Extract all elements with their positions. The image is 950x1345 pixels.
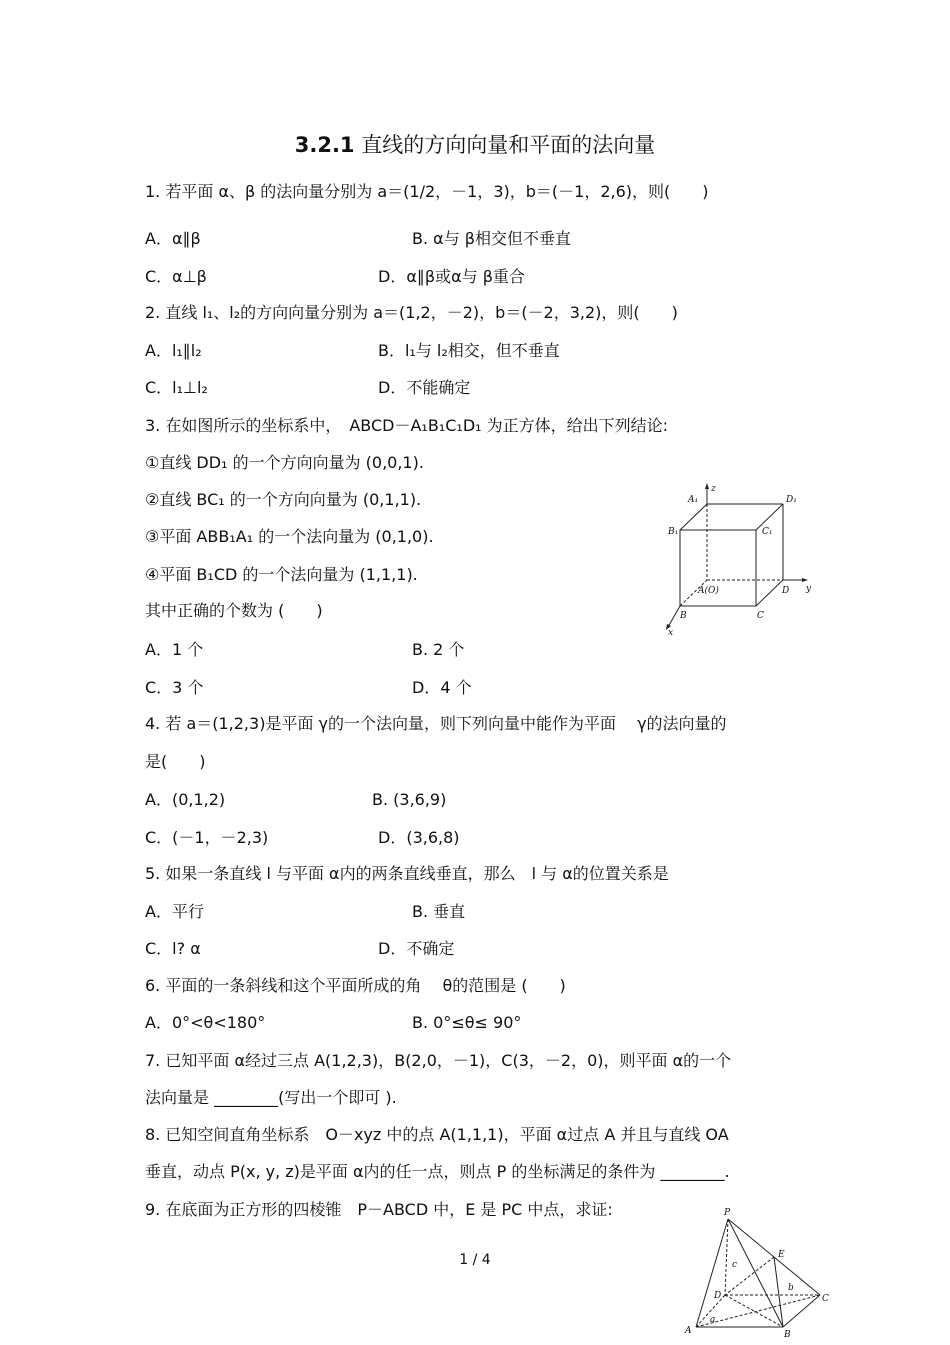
q8-stem-cont: 垂直，动点 P(x, y, z)是平面 α内的任一点，则点 P 的坐标满足的条件为 ________. (145, 1162, 730, 1181)
q3-option-a: A．1 个 (145, 640, 204, 659)
label-p: P (724, 1208, 731, 1218)
q5-option-b: B. 垂直 (412, 902, 466, 921)
label-b: B (680, 611, 687, 621)
label-d1: D₁ (786, 495, 797, 505)
label-ao: A(O) (698, 586, 719, 596)
page-number: 1 / 4 (459, 1252, 491, 1268)
q2-option-a: A．l₁∥l₂ (145, 341, 202, 360)
label-c-small: c (732, 1260, 738, 1270)
q2-option-b: B．l₁与 l₂相交，但不垂直 (378, 341, 560, 360)
q3-prompt: 其中正确的个数为 ( ) (145, 601, 323, 620)
q6-option-b: B. 0°≤θ≤ 90° (412, 1013, 522, 1032)
q4-stem: 4. 若 a＝(1,2,3)是平面 γ的一个法向量，则下列向量中能作为平面 γ的法向量的 (145, 714, 727, 733)
q9-stem: 9. 在底面为正方形的四棱锥 P－ABCD 中，E 是 PC 中点，求证: (145, 1200, 613, 1219)
q3-statement-4: ④平面 B₁CD 的一个法向量为 (1,1,1). (145, 565, 418, 584)
q4-option-c: C．(－1，－2,3) (145, 828, 269, 847)
q1-option-d: D．α∥β或α与 β重合 (378, 267, 525, 286)
label-d: D (782, 586, 790, 596)
q3-statement-1: ①直线 DD₁ 的一个方向向量为 (0,0,1). (145, 453, 424, 472)
q2-option-c: C．l₁⊥l₂ (145, 378, 208, 397)
q2-option-d: D．不能确定 (378, 378, 471, 397)
cube-figure (660, 480, 820, 640)
q2-stem: 2. 直线 l₁、l₂的方向向量分别为 a＝(1,2，－2)，b＝(－2，3,2)，则( ) (145, 303, 678, 322)
q3-stem: 3. 在如图所示的坐标系中， ABCD－A₁B₁C₁D₁ 为正方体，给出下列结论: (145, 416, 669, 435)
q4-option-b: B. (3,6,9) (372, 790, 447, 809)
title-text: 直线的方向向量和平面的法向量 (354, 133, 656, 157)
q8-stem: 8. 已知空间直角坐标系 O－xyz 中的点 A(1,1,1)，平面 α过点 A 并且与直线 OA (145, 1125, 729, 1144)
q5-option-a: A．平行 (145, 902, 204, 921)
q1-option-c: C．α⊥β (145, 267, 207, 286)
q6-option-a: A．0°<θ<180° (145, 1013, 266, 1032)
label-c: C (822, 1294, 829, 1304)
label-x: x (668, 628, 674, 638)
label-a: A (685, 1326, 692, 1336)
q3-statement-3: ③平面 ABB₁A₁ 的一个法向量为 (0,1,0). (145, 527, 434, 546)
section-number: 3.2.1 (294, 133, 355, 157)
label-a1: A₁ (688, 495, 699, 505)
label-d: D (714, 1291, 722, 1301)
label-y: y (806, 584, 812, 594)
label-c1: C₁ (762, 527, 773, 537)
label-c: C (757, 611, 764, 621)
label-b1: B₁ (668, 527, 679, 537)
q4-stem-cont: 是( ) (145, 752, 206, 771)
q7-stem-cont: 法向量是 ________(写出一个即可 ). (145, 1088, 397, 1107)
q5-stem: 5. 如果一条直线 l 与平面 α内的两条直线垂直，那么 l 与 α的位置关系是 (145, 864, 669, 883)
q3-option-b: B. 2 个 (412, 640, 465, 659)
q3-statement-2: ②直线 BC₁ 的一个方向向量为 (0,1,1). (145, 490, 422, 509)
q1-stem: 1. 若平面 α、β 的法向量分别为 a＝(1/2，－1，3)，b＝(－1，2,6)，则( ) (145, 182, 709, 201)
q6-stem: 6. 平面的一条斜线和这个平面所成的角 θ的范围是 ( ) (145, 976, 566, 995)
q3-option-c: C．3 个 (145, 678, 204, 697)
q4-option-a: A．(0,1,2) (145, 790, 226, 809)
pyramid-figure (680, 1205, 840, 1345)
label-b: B (784, 1330, 791, 1340)
label-e: E (778, 1250, 785, 1260)
label-b-small: b (788, 1283, 794, 1293)
q7-stem: 7. 已知平面 α经过三点 A(1,2,3)，B(2,0，－1)，C(3，－2，0)，则平面 α的一个 (145, 1051, 732, 1070)
q4-option-d: D．(3,6,8) (378, 828, 460, 847)
page-title (0, 132, 950, 158)
label-z: z (711, 484, 716, 494)
q1-option-a: A．α∥β (145, 229, 201, 248)
q1-option-b: B. α与 β相交但不垂直 (412, 229, 571, 248)
q5-option-d: D．不确定 (378, 939, 455, 958)
q3-option-d: D．4 个 (412, 678, 472, 697)
q5-option-c: C．l? α (145, 939, 201, 958)
label-a-small: a (710, 1315, 716, 1325)
